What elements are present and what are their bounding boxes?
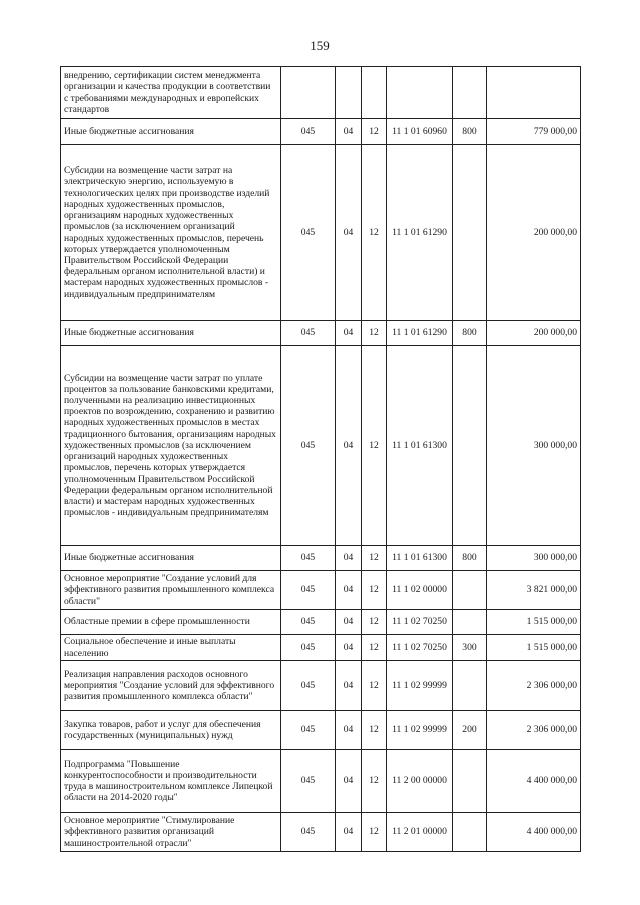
row-vr xyxy=(453,610,487,635)
row-sum: 2 306 000,00 xyxy=(487,661,581,711)
row-csr: 11 1 02 70250 xyxy=(387,635,453,661)
row-vr xyxy=(453,346,487,546)
row-vr xyxy=(453,661,487,711)
row-name: Закупка товаров, работ и услуг для обеспечения государственных (муниципальных) нужд xyxy=(61,711,281,750)
row-csr: 11 1 01 61290 xyxy=(387,321,453,346)
row-sum: 200 000,00 xyxy=(487,321,581,346)
row-pr: 12 xyxy=(362,145,387,321)
row-vr xyxy=(453,813,487,852)
row-ved: 045 xyxy=(281,661,336,711)
row-sum: 3 821 000,00 xyxy=(487,571,581,610)
table-row xyxy=(61,571,581,610)
table-row xyxy=(61,546,581,571)
row-vr: 800 xyxy=(453,321,487,346)
table-row xyxy=(61,346,581,546)
row-rz: 04 xyxy=(336,635,362,661)
row-csr: 11 1 01 60960 xyxy=(387,119,453,145)
row-name: Иные бюджетные ассигнования xyxy=(61,546,281,571)
row-pr: 12 xyxy=(362,750,387,813)
row-sum: 200 000,00 xyxy=(487,145,581,321)
table-row xyxy=(61,119,581,145)
row-csr: 11 1 01 61300 xyxy=(387,546,453,571)
row-pr: 12 xyxy=(362,661,387,711)
table-row xyxy=(61,661,581,711)
row-pr xyxy=(362,67,387,119)
budget-table xyxy=(60,66,581,852)
row-ved: 045 xyxy=(281,635,336,661)
row-pr: 12 xyxy=(362,321,387,346)
row-sum xyxy=(487,67,581,119)
row-ved: 045 xyxy=(281,321,336,346)
row-rz: 04 xyxy=(336,813,362,852)
table-row xyxy=(61,67,581,119)
row-csr: 11 1 01 61290 xyxy=(387,145,453,321)
row-csr: 11 2 01 00000 xyxy=(387,813,453,852)
row-sum: 300 000,00 xyxy=(487,546,581,571)
row-rz: 04 xyxy=(336,610,362,635)
row-ved: 045 xyxy=(281,145,336,321)
row-name: Областные премии в сфере промышленности xyxy=(61,610,281,635)
row-name: Подпрограмма "Повышение конкурентоспособности и производительности труда в машиностроительном комплексе Липецкой области на 2014-2020 годы" xyxy=(61,750,281,813)
row-vr: 200 xyxy=(453,711,487,750)
row-ved: 045 xyxy=(281,571,336,610)
table-row xyxy=(61,750,581,813)
row-pr: 12 xyxy=(362,711,387,750)
table-row xyxy=(61,635,581,661)
row-name: Основное мероприятие "Создание условий для эффективного развития промышленного комплекса области" xyxy=(61,571,281,610)
row-pr: 12 xyxy=(362,813,387,852)
row-rz: 04 xyxy=(336,571,362,610)
table-row xyxy=(61,321,581,346)
row-ved: 045 xyxy=(281,750,336,813)
row-pr: 12 xyxy=(362,119,387,145)
row-pr: 12 xyxy=(362,610,387,635)
row-ved: 045 xyxy=(281,546,336,571)
row-pr: 12 xyxy=(362,546,387,571)
row-rz: 04 xyxy=(336,661,362,711)
row-vr xyxy=(453,571,487,610)
row-name: Субсидии на возмещение части затрат на электрическую энергию, используемую в технологических целях при производстве изделий народных художественных промыслов, организациям народных художественных промыслов (за исключением организаций народных художественных промыслов, перечень которых утверждается уполномоченным Правительством Российской Федерации федеральным органом исполнительной власти) и мастерам народных художественных промыслов - индивидуальным предпринимателям xyxy=(61,145,281,321)
row-vr: 800 xyxy=(453,546,487,571)
row-ved: 045 xyxy=(281,119,336,145)
row-sum: 2 306 000,00 xyxy=(487,711,581,750)
row-vr: 300 xyxy=(453,635,487,661)
row-pr: 12 xyxy=(362,346,387,546)
row-ved xyxy=(281,67,336,119)
row-ved: 045 xyxy=(281,711,336,750)
row-name: внедрению, сертификации систем менеджмента организации и качества продукции в соответствии с требованиями международных и европейских стандартов xyxy=(61,67,281,119)
table-row xyxy=(61,813,581,852)
row-rz: 04 xyxy=(336,119,362,145)
row-rz xyxy=(336,67,362,119)
row-rz: 04 xyxy=(336,321,362,346)
row-vr xyxy=(453,67,487,119)
row-name: Субсидии на возмещение части затрат по уплате процентов за пользование банковскими кредитами, полученными на реализацию инвестиционных проектов по возрождению, сохранению и развитию народных художественных промыслов в местах традиционного бытования, организациям народных художественных промыслов (за исключением организаций народных художественных промыслов, перечень которых утверждается уполномоченным Правительством Российской Федерации федеральным органом исполнительной власти) и мастерам народных художественных промыслов - индивидуальным предпринимателям xyxy=(61,346,281,546)
row-csr: 11 1 02 00000 xyxy=(387,571,453,610)
row-rz: 04 xyxy=(336,346,362,546)
row-ved: 045 xyxy=(281,346,336,546)
row-csr: 11 1 01 61300 xyxy=(387,346,453,546)
row-pr: 12 xyxy=(362,635,387,661)
budget-table-body xyxy=(61,67,581,852)
table-row xyxy=(61,610,581,635)
row-vr xyxy=(453,145,487,321)
row-name: Реализация направления расходов основного мероприятия "Создание условий для эффективного развития промышленного комплекса области" xyxy=(61,661,281,711)
row-ved: 045 xyxy=(281,813,336,852)
row-rz: 04 xyxy=(336,145,362,321)
row-rz: 04 xyxy=(336,546,362,571)
row-pr: 12 xyxy=(362,571,387,610)
row-rz: 04 xyxy=(336,711,362,750)
row-sum: 300 000,00 xyxy=(487,346,581,546)
row-name: Основное мероприятие "Стимулирование эффективного развития организаций машиностроительной отрасли" xyxy=(61,813,281,852)
row-sum: 779 000,00 xyxy=(487,119,581,145)
row-vr: 800 xyxy=(453,119,487,145)
row-name: Социальное обеспечение и иные выплаты населению xyxy=(61,635,281,661)
row-csr: 11 1 02 99999 xyxy=(387,661,453,711)
row-rz: 04 xyxy=(336,750,362,813)
row-name: Иные бюджетные ассигнования xyxy=(61,119,281,145)
row-sum: 4 400 000,00 xyxy=(487,813,581,852)
row-csr: 11 1 02 70250 xyxy=(387,610,453,635)
table-row xyxy=(61,145,581,321)
row-sum: 1 515 000,00 xyxy=(487,635,581,661)
row-ved: 045 xyxy=(281,610,336,635)
row-vr xyxy=(453,750,487,813)
row-sum: 1 515 000,00 xyxy=(487,610,581,635)
row-sum: 4 400 000,00 xyxy=(487,750,581,813)
row-csr: 11 1 02 99999 xyxy=(387,711,453,750)
page-number: 159 xyxy=(310,38,330,53)
row-csr xyxy=(387,67,453,119)
row-name: Иные бюджетные ассигнования xyxy=(61,321,281,346)
table-row xyxy=(61,711,581,750)
row-csr: 11 2 00 00000 xyxy=(387,750,453,813)
